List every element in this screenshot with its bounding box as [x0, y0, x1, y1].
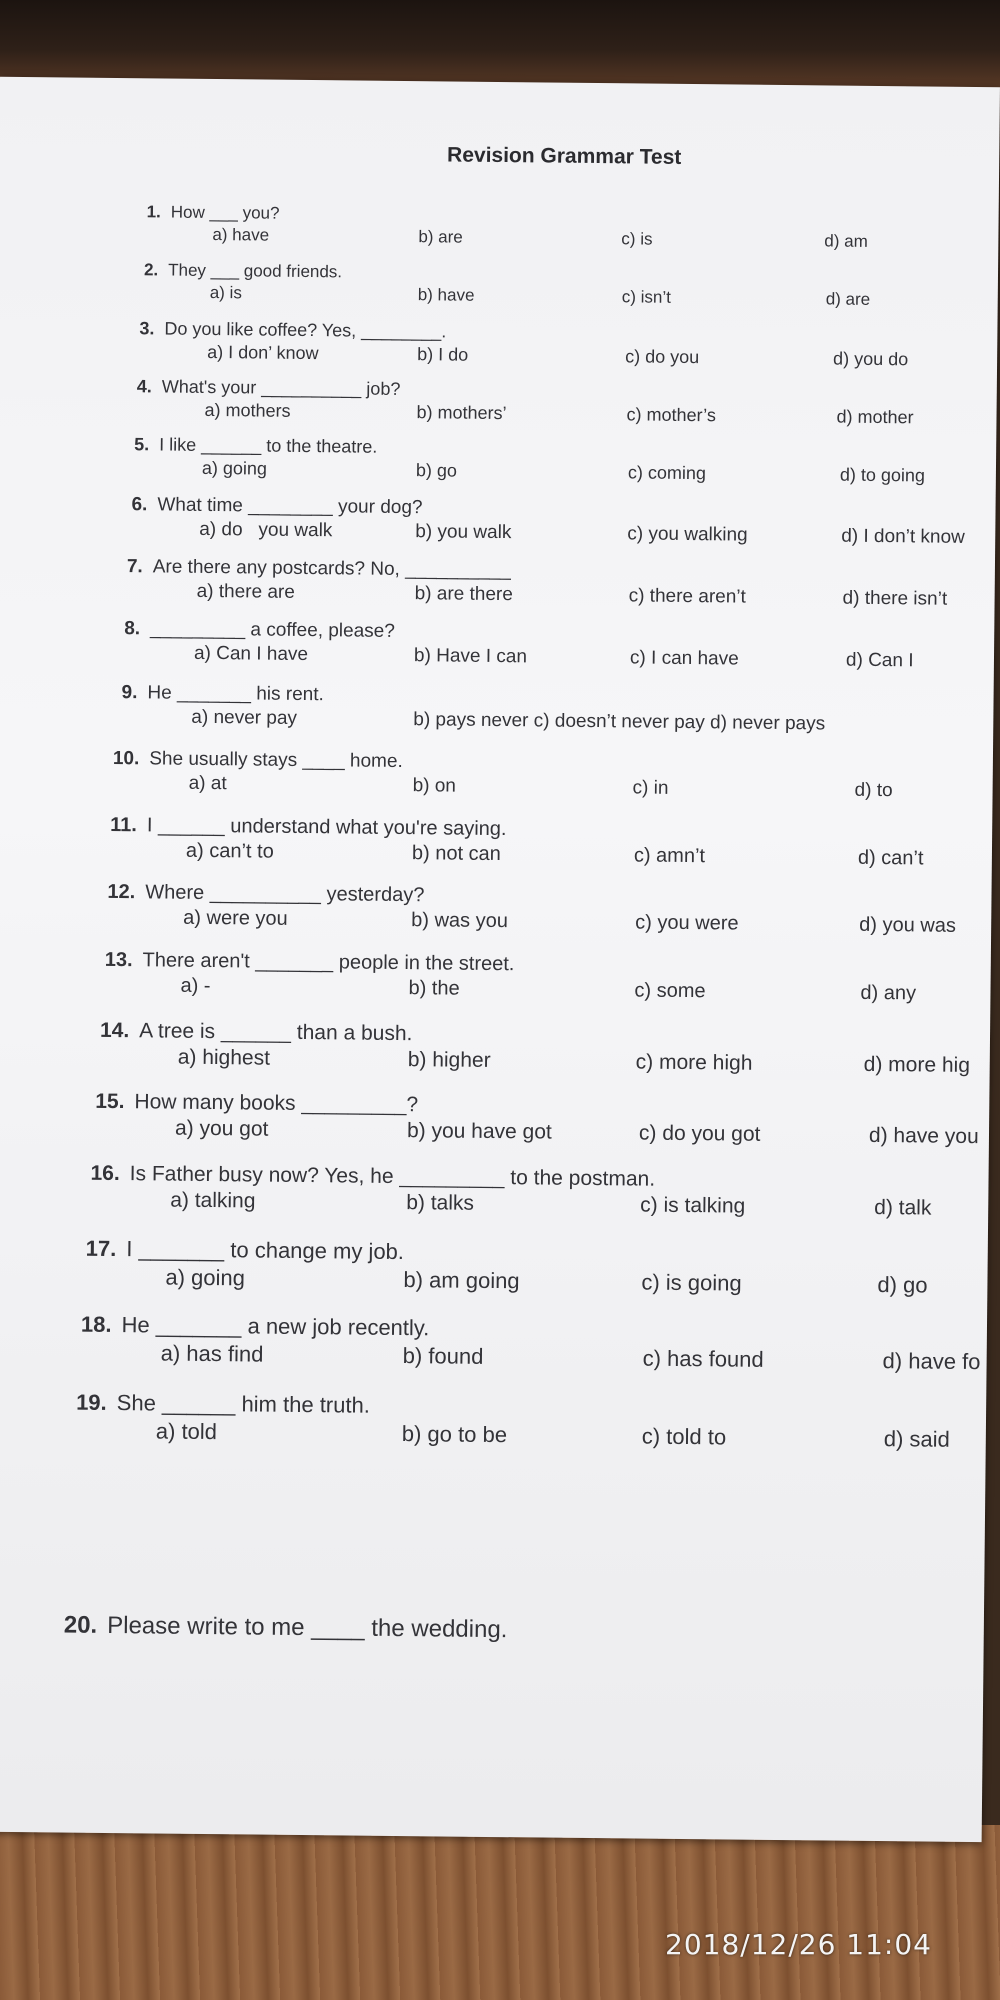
option-d: d) I don’t know	[841, 525, 965, 548]
question-number: 9.	[121, 682, 138, 704]
option-b: b) found	[402, 1343, 484, 1369]
question-14	[100, 1019, 990, 1080]
question-1	[146, 202, 906, 258]
option-a: a) I don’ know	[207, 341, 319, 364]
question-number: 8.	[124, 618, 141, 640]
options-row	[146, 224, 906, 258]
option-b: b) have	[417, 285, 475, 305]
option-d: d) am	[824, 231, 868, 251]
option-a: a) were you	[183, 906, 288, 930]
question-number: 11.	[110, 813, 138, 837]
desk-background-top	[0, 0, 1000, 90]
question-number: 18.	[80, 1311, 112, 1337]
option-a: a) -	[180, 974, 211, 998]
option-c: c) amn’t	[633, 844, 706, 868]
option-c: c) mother’s	[626, 404, 716, 426]
question-5	[134, 434, 954, 492]
option-b: b) you have got	[406, 1119, 552, 1144]
option-d: d) can’t	[857, 846, 924, 870]
option-c: c) there aren’t	[628, 585, 746, 608]
option-d: d) have you	[868, 1123, 979, 1149]
option-a: a) going	[201, 457, 268, 479]
question-number: 17.	[85, 1235, 117, 1262]
question-number: 6.	[131, 494, 148, 516]
option-c: c) you were	[635, 911, 739, 935]
option-b: b) higher	[407, 1048, 491, 1072]
question-stem: Are there any postcards? No, __________	[152, 556, 511, 582]
option-d: d) are	[825, 289, 871, 309]
question-stem: She usually stays ____ home.	[149, 748, 403, 773]
option-c: c) is	[621, 229, 653, 249]
option-c: c) some	[634, 979, 706, 1003]
option-a: a) is	[209, 282, 243, 303]
question-number: 4.	[136, 376, 152, 397]
question-3	[139, 318, 919, 375]
option-b: b) go	[415, 460, 458, 481]
option-b: b) you walk	[415, 521, 512, 544]
option-a: a) told	[155, 1418, 218, 1445]
question-17	[85, 1236, 986, 1299]
option-a: a) have	[212, 224, 270, 245]
option-c: c) in	[632, 777, 669, 799]
option-a: a) highest	[177, 1045, 271, 1070]
question-stem: They ___ good friends.	[168, 260, 343, 282]
question-20	[64, 1612, 964, 1649]
option-c: c) do you	[625, 346, 700, 368]
option-c: c) is going	[641, 1269, 742, 1296]
question-stem: I ______ understand what you're saying.	[146, 814, 507, 841]
question-stem: A tree is ______ than a bush.	[139, 1019, 413, 1046]
question-number: 10.	[112, 747, 140, 770]
question-stem: How many books _________?	[134, 1090, 419, 1117]
question-11	[110, 814, 980, 874]
option-a: a) has find	[160, 1340, 264, 1367]
option-d: d) to going	[839, 464, 926, 486]
test-paper	[0, 77, 1000, 1842]
question-number: 5.	[134, 434, 150, 455]
option-b: b) not can	[411, 842, 501, 866]
question-stem: He _______ his rent.	[147, 682, 324, 706]
question-4	[136, 376, 936, 433]
question-number: 14.	[99, 1018, 130, 1043]
option-d: d) more hig	[863, 1052, 971, 1077]
question-stem: There aren't _______ people in the street.	[142, 949, 515, 976]
question-10	[112, 748, 972, 807]
option-b: b) on	[412, 775, 457, 797]
option-c: c) has found	[642, 1345, 764, 1372]
question-stem: Where __________ yesterday?	[145, 881, 425, 907]
option-b: b) go to be	[401, 1421, 508, 1448]
option-a: a) can’t to	[185, 839, 274, 863]
question-stem: I _______ to change my job.	[126, 1236, 405, 1265]
option-b: b) was you	[411, 909, 509, 933]
option-d: d) go	[877, 1272, 928, 1298]
option-a: a) you got	[174, 1116, 269, 1141]
option-b: b) I do	[417, 344, 469, 365]
question-2	[144, 260, 904, 316]
option-c: c) do you got	[638, 1121, 761, 1146]
option-b: b) the	[408, 977, 460, 1000]
question-number: 19.	[76, 1389, 107, 1415]
question-stem: He _______ a new job recently.	[121, 1312, 430, 1341]
question-15	[95, 1090, 995, 1151]
option-c: c) isn’t	[621, 287, 671, 307]
question-number: 13.	[104, 948, 133, 972]
option-a: a) at	[188, 772, 227, 795]
question-number: 16.	[90, 1161, 120, 1186]
question-stem: She ______ him the truth.	[116, 1390, 371, 1418]
option-c: c) you walking	[627, 523, 748, 546]
option-b: b) are there	[414, 583, 513, 606]
photo-timestamp: 2018/12/26 11:04	[665, 1928, 932, 1961]
question-number: 7.	[126, 556, 143, 578]
options-row	[144, 282, 904, 316]
question-stem: Is Father busy now? Yes, he _________ to the postman.	[129, 1162, 656, 1191]
question-stem: Do you like coffee? Yes, ________.	[164, 318, 447, 342]
option-b: b) are	[418, 227, 463, 247]
option-a: a) there are	[196, 580, 295, 603]
options-row	[139, 341, 919, 375]
option-d: d) Can I	[845, 649, 914, 672]
option-d: d) you was	[859, 913, 957, 937]
question-7	[126, 556, 976, 615]
option-a: a) Can I have	[193, 642, 309, 666]
option-a: a) never pay	[191, 706, 298, 729]
option-b: b) am going	[403, 1267, 520, 1294]
option-d: d) you do	[833, 348, 909, 370]
option-d: d) have fo	[882, 1348, 981, 1375]
option-c: c) more high	[635, 1050, 753, 1075]
option-d: d) talk	[874, 1195, 932, 1220]
option-c: c) I can have	[629, 647, 739, 670]
option-c: c) coming	[627, 462, 707, 484]
question-stem: Please write to me ____ the wedding.	[107, 1611, 508, 1644]
question-18	[81, 1312, 992, 1376]
option-a: a) going	[165, 1264, 246, 1291]
question-number: 12.	[107, 880, 136, 904]
option-c: c) is talking	[640, 1193, 746, 1218]
option-b: b) Have I can	[413, 645, 528, 668]
question-8	[124, 618, 974, 677]
question-stem: _________ a coffee, please?	[150, 618, 395, 642]
option-a: a) do you walk	[199, 518, 333, 542]
option-b: b) talks	[406, 1191, 475, 1215]
option-b: b) pays never c) doesn’t never pay d) never pays	[413, 709, 826, 735]
option-a: a) mothers	[204, 399, 291, 421]
question-number: 20.	[63, 1611, 98, 1639]
question-9	[121, 682, 981, 741]
question-stem: I like ______ to the theatre.	[159, 434, 378, 457]
question-stem: What time ________ your dog?	[157, 494, 423, 519]
question-16	[90, 1162, 990, 1223]
option-d: d) mother	[836, 406, 914, 428]
option-d: d) any	[860, 981, 917, 1005]
desk-background-bottom	[0, 1825, 1000, 2000]
option-d: d) there isn’t	[842, 587, 948, 610]
question-19	[76, 1390, 987, 1454]
option-c: c) told to	[641, 1423, 727, 1450]
question-number: 3.	[139, 318, 155, 339]
test-title: Revision Grammar Test	[447, 143, 682, 169]
option-d: d) said	[883, 1426, 950, 1452]
question-6	[131, 494, 981, 553]
option-d: d) to	[854, 779, 893, 802]
option-b: b) mothers’	[416, 402, 507, 424]
question-stem: How ___ you?	[170, 202, 280, 223]
question-number: 15.	[95, 1089, 125, 1114]
options-row	[136, 399, 936, 433]
question-number: 2.	[143, 260, 159, 280]
question-number: 1.	[146, 202, 161, 222]
question-stem: What's your __________ job?	[161, 376, 401, 399]
question-12	[107, 881, 987, 941]
option-a: a) talking	[170, 1188, 256, 1213]
question-13	[104, 949, 984, 1009]
